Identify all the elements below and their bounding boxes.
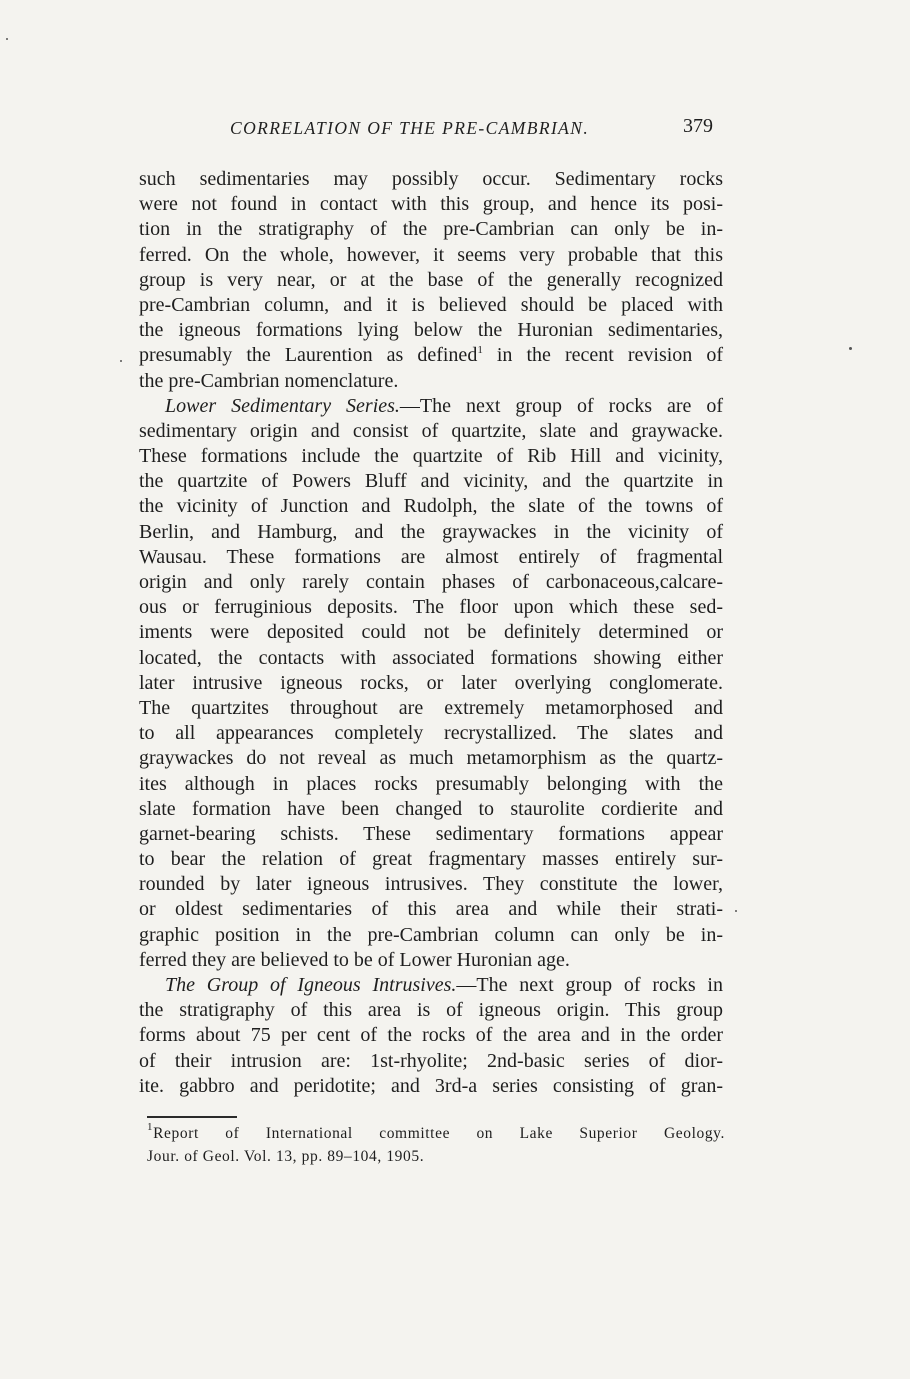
section-lead-line (139, 973, 723, 998)
body-text (139, 167, 723, 1099)
running-head (230, 115, 715, 148)
footnote-text: Report of International committee on Lake Superior Geology. (153, 1125, 725, 1142)
text-line: the pre-Cambrian nomenclature. (139, 369, 399, 392)
footnote-line: Jour. of Geol. Vol. 13, pp. 89–104, 1905. (147, 1148, 425, 1165)
text-line: ites although in places rocks presumably belonging with the (139, 772, 723, 795)
text-line: Wausau. These formations are almost entirely of fragmental (139, 545, 723, 568)
text-line: graphic position in the pre-Cambrian column can only be in- (139, 923, 723, 946)
text-line: origin and only rarely contain phases of carbonaceous,calcare- (139, 571, 723, 593)
ink-speck (735, 910, 737, 912)
footnote-line (147, 1122, 725, 1145)
section-heading-lower-sedimentary-series: Lower Sedimentary Series. (165, 394, 400, 417)
text-line: The quartzites throughout are extremely metamorphosed and (139, 696, 723, 719)
text-line: ferred they are believed to be of Lower Huronian age. (139, 948, 570, 971)
text-line: ite. gabbro and peridotite; and 3rd-a series consisting of gran- (139, 1074, 723, 1097)
section-heading-group-of-igneous-intrusives: The Group of Igneous Intrusives. (165, 974, 457, 996)
text-line: graywackes do not reveal as much metamorphism as the quartz- (139, 747, 723, 770)
text-segment: —The next group of rocks in (456, 974, 723, 996)
footnotes (147, 1122, 725, 1168)
text-line: sedimentary origin and consist of quartzite, slate and graywacke. (139, 419, 723, 442)
text-line: the vicinity of Junction and Rudolph, the slate of the towns of (139, 495, 723, 518)
text-line: ous or ferruginious deposits. The floor upon which these sed- (139, 596, 723, 619)
text-segment: presumably the Laurention as defined (139, 344, 478, 367)
text-line: These formations include the quartzite of Rib Hill and vicinity, (139, 445, 723, 468)
text-line: forms about 75 per cent of the rocks of the area and in the order (139, 1024, 723, 1047)
text-line: to all appearances completely recrystallized. The slates and (139, 722, 723, 745)
text-line: the igneous formations lying below the Huronian sedimentaries, (139, 319, 723, 342)
text-line: ferred. On the whole, however, it seems very probable that this (139, 243, 723, 266)
text-line: such sedimentaries may possibly occur. Sedimentary rocks (139, 168, 723, 190)
footnote-marker: 1 (147, 1121, 154, 1133)
text-line: tion in the stratigraphy of the pre-Cambrian can only be in- (139, 218, 723, 241)
text-segment: in the recent revision of (482, 344, 724, 367)
section-lead-line (139, 394, 723, 419)
text-line: Berlin, and Hamburg, and the graywackes in the vicinity of (139, 520, 723, 543)
text-line: were not found in contact with this group, and hence its posi- (139, 193, 723, 216)
ink-speck (6, 38, 8, 40)
text-line: of their intrusion are: 1st-rhyolite; 2nd-basic series of dior- (139, 1049, 723, 1072)
running-title: CORRELATION OF THE PRE-CAMBRIAN. (230, 118, 590, 138)
text-line: located, the contacts with associated formations showing either (139, 646, 723, 669)
footnote-divider (147, 1116, 237, 1118)
ink-speck (849, 347, 852, 350)
text-line: later intrusive igneous rocks, or later overlying conglomerate. (139, 671, 723, 694)
page-number: 379 (683, 115, 713, 137)
text-line: to bear the relation of great fragmentary masses entirely sur- (139, 848, 723, 871)
text-line: group is very near, or at the base of the generally recognized (139, 268, 723, 291)
text-line: iments were deposited could not be definitely determined or (139, 621, 723, 644)
text-line: slate formation have been changed to staurolite cordierite and (139, 797, 723, 820)
text-line: the stratigraphy of this area is of igneous origin. This group (139, 999, 723, 1022)
text-line: garnet-bearing schists. These sedimentary formations appear (139, 822, 723, 845)
text-line: rounded by later igneous intrusives. They constitute the lower, (139, 873, 723, 896)
text-line: pre-Cambrian column, and it is believed should be placed with (139, 293, 723, 316)
text-segment: —The next group of rocks are of (399, 394, 723, 417)
text-line: the quartzite of Powers Bluff and vicinity, and the quartzite in (139, 470, 723, 493)
text-line-with-footnote (139, 343, 723, 368)
footnote-reference: 1 (477, 344, 483, 357)
text-line: or oldest sedimentaries of this area and while their strati- (139, 898, 723, 921)
ink-speck (120, 360, 122, 362)
